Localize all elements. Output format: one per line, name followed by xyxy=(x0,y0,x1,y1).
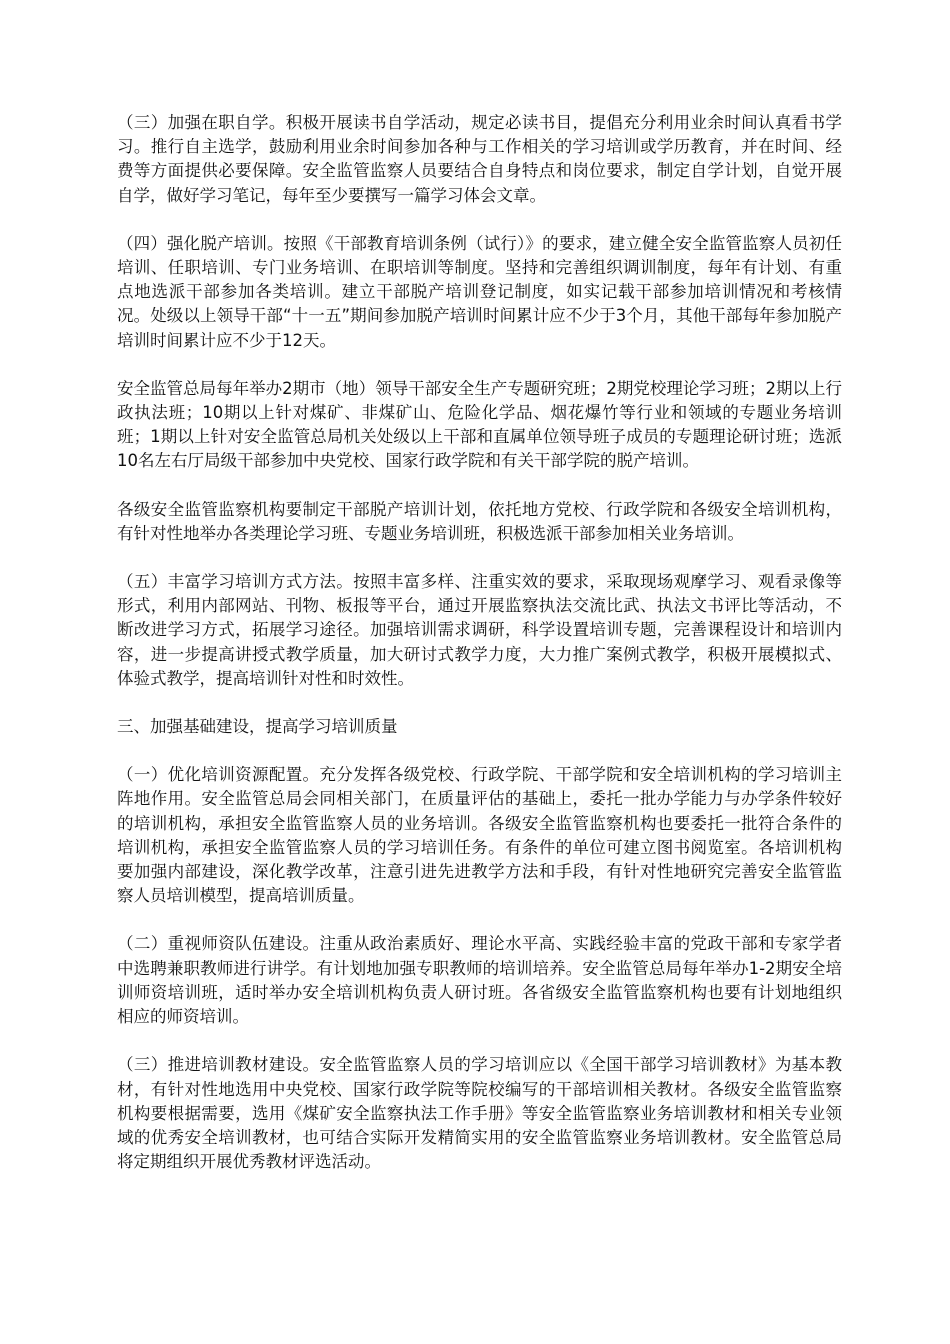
paragraph-annual-classes: 安全监管总局每年举办2期市（地）领导干部安全生产专题研究班；2期党校理论学习班；2期以上行政执法班；10期以上针对煤矿、非煤矿山、危险化学品、烟花爆竹等行业和领域的专题业务培训班；1期以上针对安全监管总局机关处级以上干部和直属单位领导班子成员的专题理论研讨班；选派10名左右厅局级干部参加中央党校、国家行政学院和有关干部学院的脱产培训。 xyxy=(117,378,842,471)
paragraph-training-resources: （一）优化培训资源配置。充分发挥各级党校、行政学院、干部学院和安全培训机构的学习培训主阵地作用。安全监管总局会同相关部门，在质量评估的基础上，委托一批办学能力与办学条件较好的培训机构，承担安全监管监察人员的业务培训。各级安全监管监察机构也要委托一批符合条件的培训机构，承担安全监管监察人员的学习培训任务。有条件的单位可建立图书阅览室。各培训机构要加强内部建设，深化教学改革，注意引进先进教学方法和手段，有针对性地研究完善安全监管监察人员培训模型，提高培训质量。 xyxy=(117,765,842,906)
paragraph-offjob-training: （四）强化脱产培训。按照《干部教育培训条例（试行）》的要求，建立健全安全监管监察人员初任培训、任职培训、专门业务培训、在职培训等制度。坚持和完善组织调训制度，每年有计划、有重点地选派干部参加各类培训。建立干部脱产培训登记制度，如实记载干部参加培训情况和考核情况。处级以上领导干部“十一五”期间参加脱产培训时间累计应不少于3个月，其他干部每年参加脱产培训时间累计应不少于12天。 xyxy=(117,233,842,350)
section-heading: 三、加强基础建设，提高学习培训质量 xyxy=(117,717,398,737)
paragraph-training-methods: （五）丰富学习培训方式方法。按照丰富多样、注重实效的要求，采取现场观摩学习、观看录像等形式，利用内部网站、刊物、板报等平台，通过开展监察执法交流比武、执法文书评比等活动，不断改进学习方式，拓展学习途径。加强培训需求调研，科学设置培训专题，完善课程设计和培训内容，进一步提高讲授式教学质量，加大研讨式教学力度，大力推广案例式教学，积极开展模拟式、体验式教学，提高培训针对性和时效性。 xyxy=(117,572,842,688)
paragraph-teaching-materials: （三）推进培训教材建设。安全监管监察人员的学习培训应以《全国干部学习培训教材》为基本教材，有针对性地选用中央党校、国家行政学院等院校编写的干部培训相关教材。各级安全监管监察机构要根据需要，选用《煤矿安全监察执法工作手册》等安全监管监察业务培训教材和相关专业领域的优秀安全培训教材，也可结合实际开发精简实用的安全监管监察业务培训教材。安全监管总局将定期组织开展优秀教材评选活动。 xyxy=(117,1055,842,1172)
paragraph-self-study: （三）加强在职自学。积极开展读书自学活动，规定必读书目，提倡充分利用业余时间认真看书学习。推行自主选学，鼓励利用业余时间参加各种与工作相关的学习培训或学历教育，并在时间、经费等方面提供必要保障。安全监管监察人员要结合自身特点和岗位要求，制定自学计划，自觉开展自学，做好学习笔记，每年至少要撰写一篇学习体会文章。 xyxy=(117,113,842,205)
paragraph-training-plan: 各级安全监管监察机构要制定干部脱产培训计划，依托地方党校、行政学院和各级安全培训机构，有针对性地举办各类理论学习班、专题业务培训班，积极选派干部参加相关业务培训。 xyxy=(117,499,842,543)
paragraph-teacher-team: （二）重视师资队伍建设。注重从政治素质好、理论水平高、实践经验丰富的党政干部和专家学者中选聘兼职教师进行讲学。有计划地加强专职教师的培训培养。安全监管总局每年举办1-2期安全培训师资培训班，适时举办安全培训机构负责人研讨班。各省级安全监管监察机构也要有计划地组织相应的师资培训。 xyxy=(117,934,842,1027)
document-body xyxy=(117,111,842,1198)
